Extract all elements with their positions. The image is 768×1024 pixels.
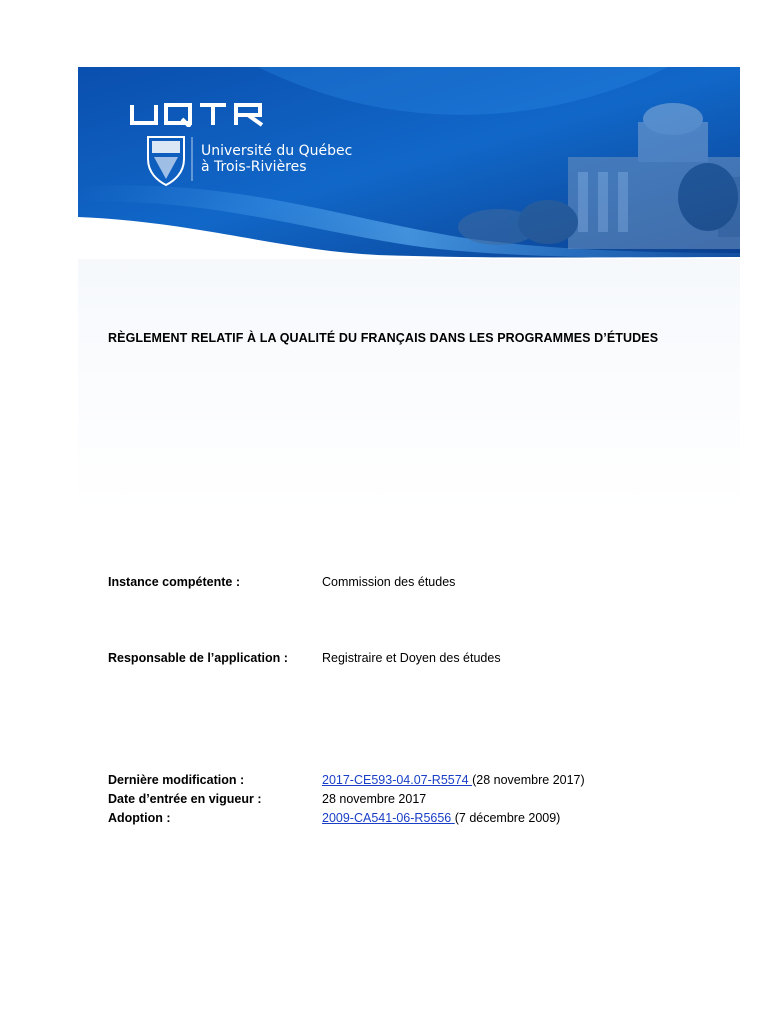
derniere-modification-date: (28 novembre 2017) xyxy=(472,773,585,787)
uqtr-logo xyxy=(130,103,274,127)
adoption-value xyxy=(322,811,560,825)
university-name-line2: à Trois-Rivières xyxy=(201,159,307,175)
adoption-label: Adoption : xyxy=(108,811,171,825)
university-name-line1: Université du Québec xyxy=(201,143,353,159)
instance-value: Commission des études xyxy=(322,575,456,589)
document-title: RÈGLEMENT RELATIF À LA QUALITÉ DU FRANÇAIS DANS LES PROGRAMMES D’ÉTUDES xyxy=(108,331,659,345)
adoption-date: (7 décembre 2009) xyxy=(454,811,561,825)
instance-label: Instance compétente : xyxy=(108,575,240,589)
cover-banner xyxy=(78,67,740,509)
derniere-modification-value xyxy=(322,773,585,787)
banner-header-graphic xyxy=(78,67,740,259)
entree-vigueur-value: 28 novembre 2017 xyxy=(322,792,427,806)
entree-vigueur-label: Date d’entrée en vigueur : xyxy=(108,792,262,806)
adoption-link[interactable]: 2009-CA541-06-R5656 xyxy=(322,811,455,825)
responsable-label: Responsable de l’application : xyxy=(108,651,288,665)
responsable-value: Registraire et Doyen des études xyxy=(322,651,501,665)
derniere-modification-label: Dernière modification : xyxy=(108,773,245,787)
derniere-modification-link[interactable]: 2017-CE593-04.07-R5574 xyxy=(322,773,473,787)
